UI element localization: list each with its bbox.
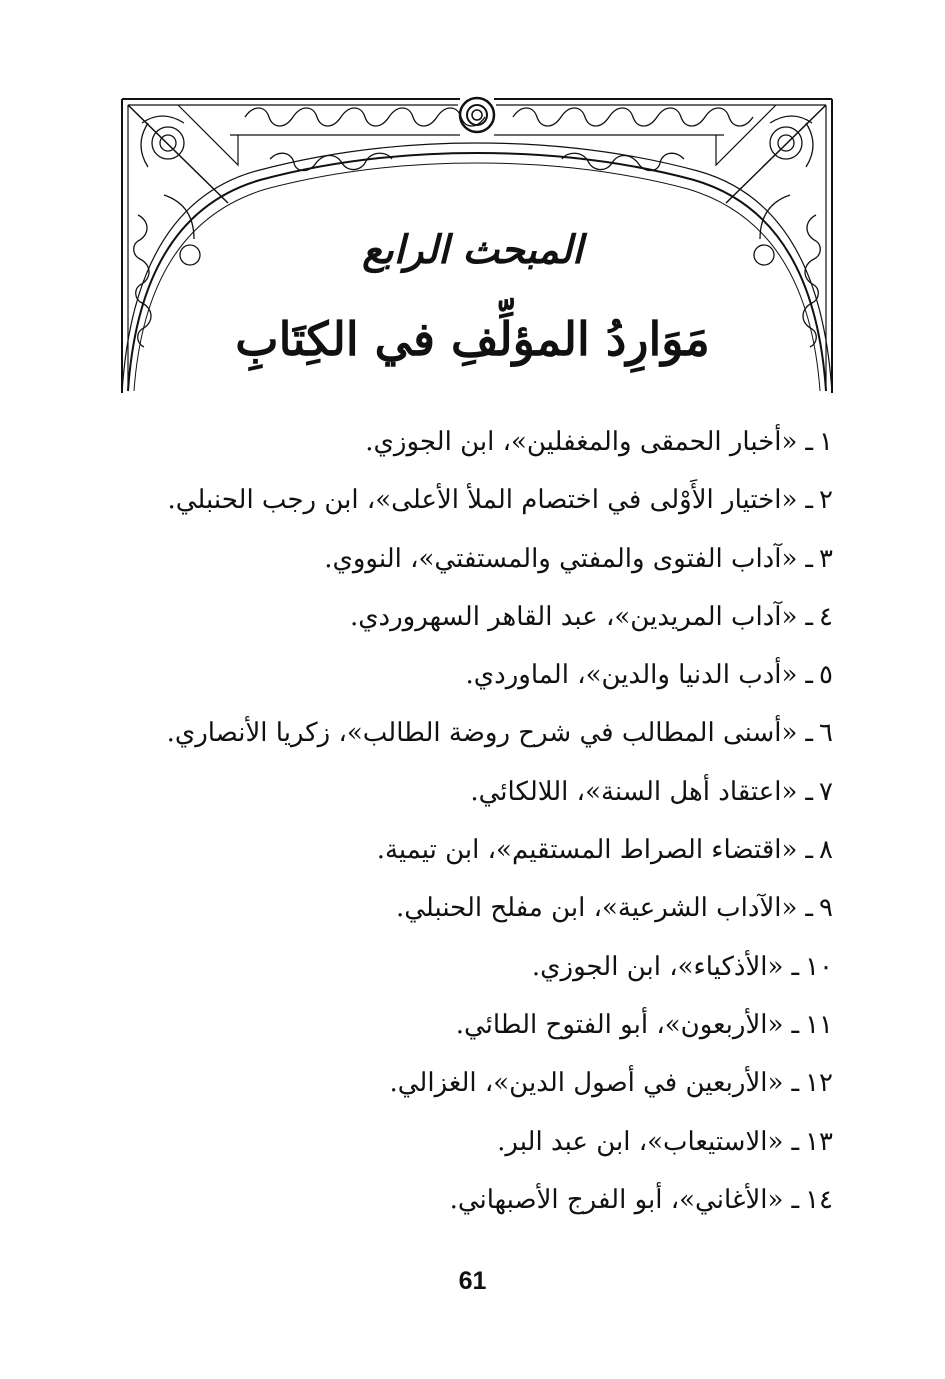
list-item: [113, 646, 833, 704]
entry-text: «اختيار الأَوْلى في اختصام الملأ الأعلى»، ابن رجب الحنبلي.: [167, 485, 798, 516]
entry-number: ٧: [819, 776, 833, 807]
entry-separator: ـ: [805, 893, 814, 924]
entry-separator: ـ: [791, 1126, 800, 1157]
entry-text: «اقتضاء الصراط المستقيم»، ابن تيمية.: [376, 835, 798, 866]
list-item: [113, 704, 833, 762]
list-item: [113, 938, 833, 996]
entry-number: ٨: [819, 835, 833, 866]
list-item: [113, 879, 833, 937]
list-item: [113, 1054, 833, 1112]
entry-number: ٢: [819, 485, 833, 516]
entry-separator: ـ: [791, 1009, 800, 1040]
entry-separator: ـ: [805, 485, 814, 516]
entry-separator: ـ: [805, 660, 814, 691]
section-label: المبحث الرابع: [362, 227, 583, 273]
entry-number: ٤: [819, 601, 833, 632]
entry-number: ١٣: [805, 1126, 833, 1157]
entry-separator: ـ: [791, 1068, 800, 1099]
entry-separator: ـ: [805, 427, 814, 457]
entry-separator: ـ: [805, 835, 814, 866]
page-number: 61: [458, 1267, 487, 1295]
list-item: [113, 821, 833, 879]
entry-text: «أدب الدنيا والدين»، الماوردي.: [465, 660, 798, 691]
entry-text: «اعتقاد أهل السنة»، اللالكائي.: [470, 776, 798, 807]
entry-number: ١: [819, 427, 833, 457]
entry-separator: ـ: [791, 951, 800, 982]
section-title: مَوَارِدُ المؤلِّفِ في الكِتَابِ: [235, 312, 710, 366]
entry-number: ٩: [819, 893, 833, 924]
entry-separator: ـ: [791, 1184, 800, 1215]
entry-number: ٦: [819, 718, 833, 749]
entry-number: ١١: [805, 1009, 833, 1040]
entry-text: «الأغاني»، أبو الفرج الأصبهاني.: [449, 1184, 784, 1215]
entry-text: «آداب الفتوى والمفتي والمستفتي»، النووي.: [324, 543, 798, 574]
list-item: [113, 996, 833, 1054]
entry-separator: ـ: [805, 718, 814, 749]
list-item: [113, 413, 833, 471]
entry-text: «أسنى المطالب في شرح روضة الطالب»، زكريا الأنصاري.: [166, 718, 798, 749]
entry-separator: ـ: [805, 776, 814, 807]
entry-text: «أخبار الحمقى والمغفلين»، ابن الجوزي.: [365, 427, 798, 457]
entry-number: ١٢: [805, 1068, 833, 1099]
entry-number: ٥: [819, 660, 833, 691]
list-item: [113, 1113, 833, 1171]
entry-number: ١٤: [805, 1184, 833, 1215]
list-item: [113, 588, 833, 646]
entry-text: «الاستيعاب»، ابن عبد البر.: [497, 1126, 784, 1157]
entry-text: «الأربعون»، أبو الفتوح الطائي.: [455, 1009, 784, 1040]
entry-text: «الأربعين في أصول الدين»، الغزالي.: [389, 1068, 784, 1099]
entry-separator: ـ: [805, 601, 814, 632]
sources-list: [113, 413, 833, 1229]
entry-text: «آداب المريدين»، عبد القاهر السهروردي.: [349, 601, 798, 632]
entry-separator: ـ: [805, 543, 814, 574]
entry-text: «الأذكياء»، ابن الجوزي.: [531, 951, 784, 982]
entry-number: ٣: [819, 543, 833, 574]
entry-text: «الآداب الشرعية»، ابن مفلح الحنبلي.: [395, 893, 798, 924]
list-item: [113, 471, 833, 529]
list-item: [113, 530, 833, 588]
entry-number: ١٠: [805, 951, 833, 982]
list-item: [113, 1171, 833, 1229]
list-item: [113, 763, 833, 821]
